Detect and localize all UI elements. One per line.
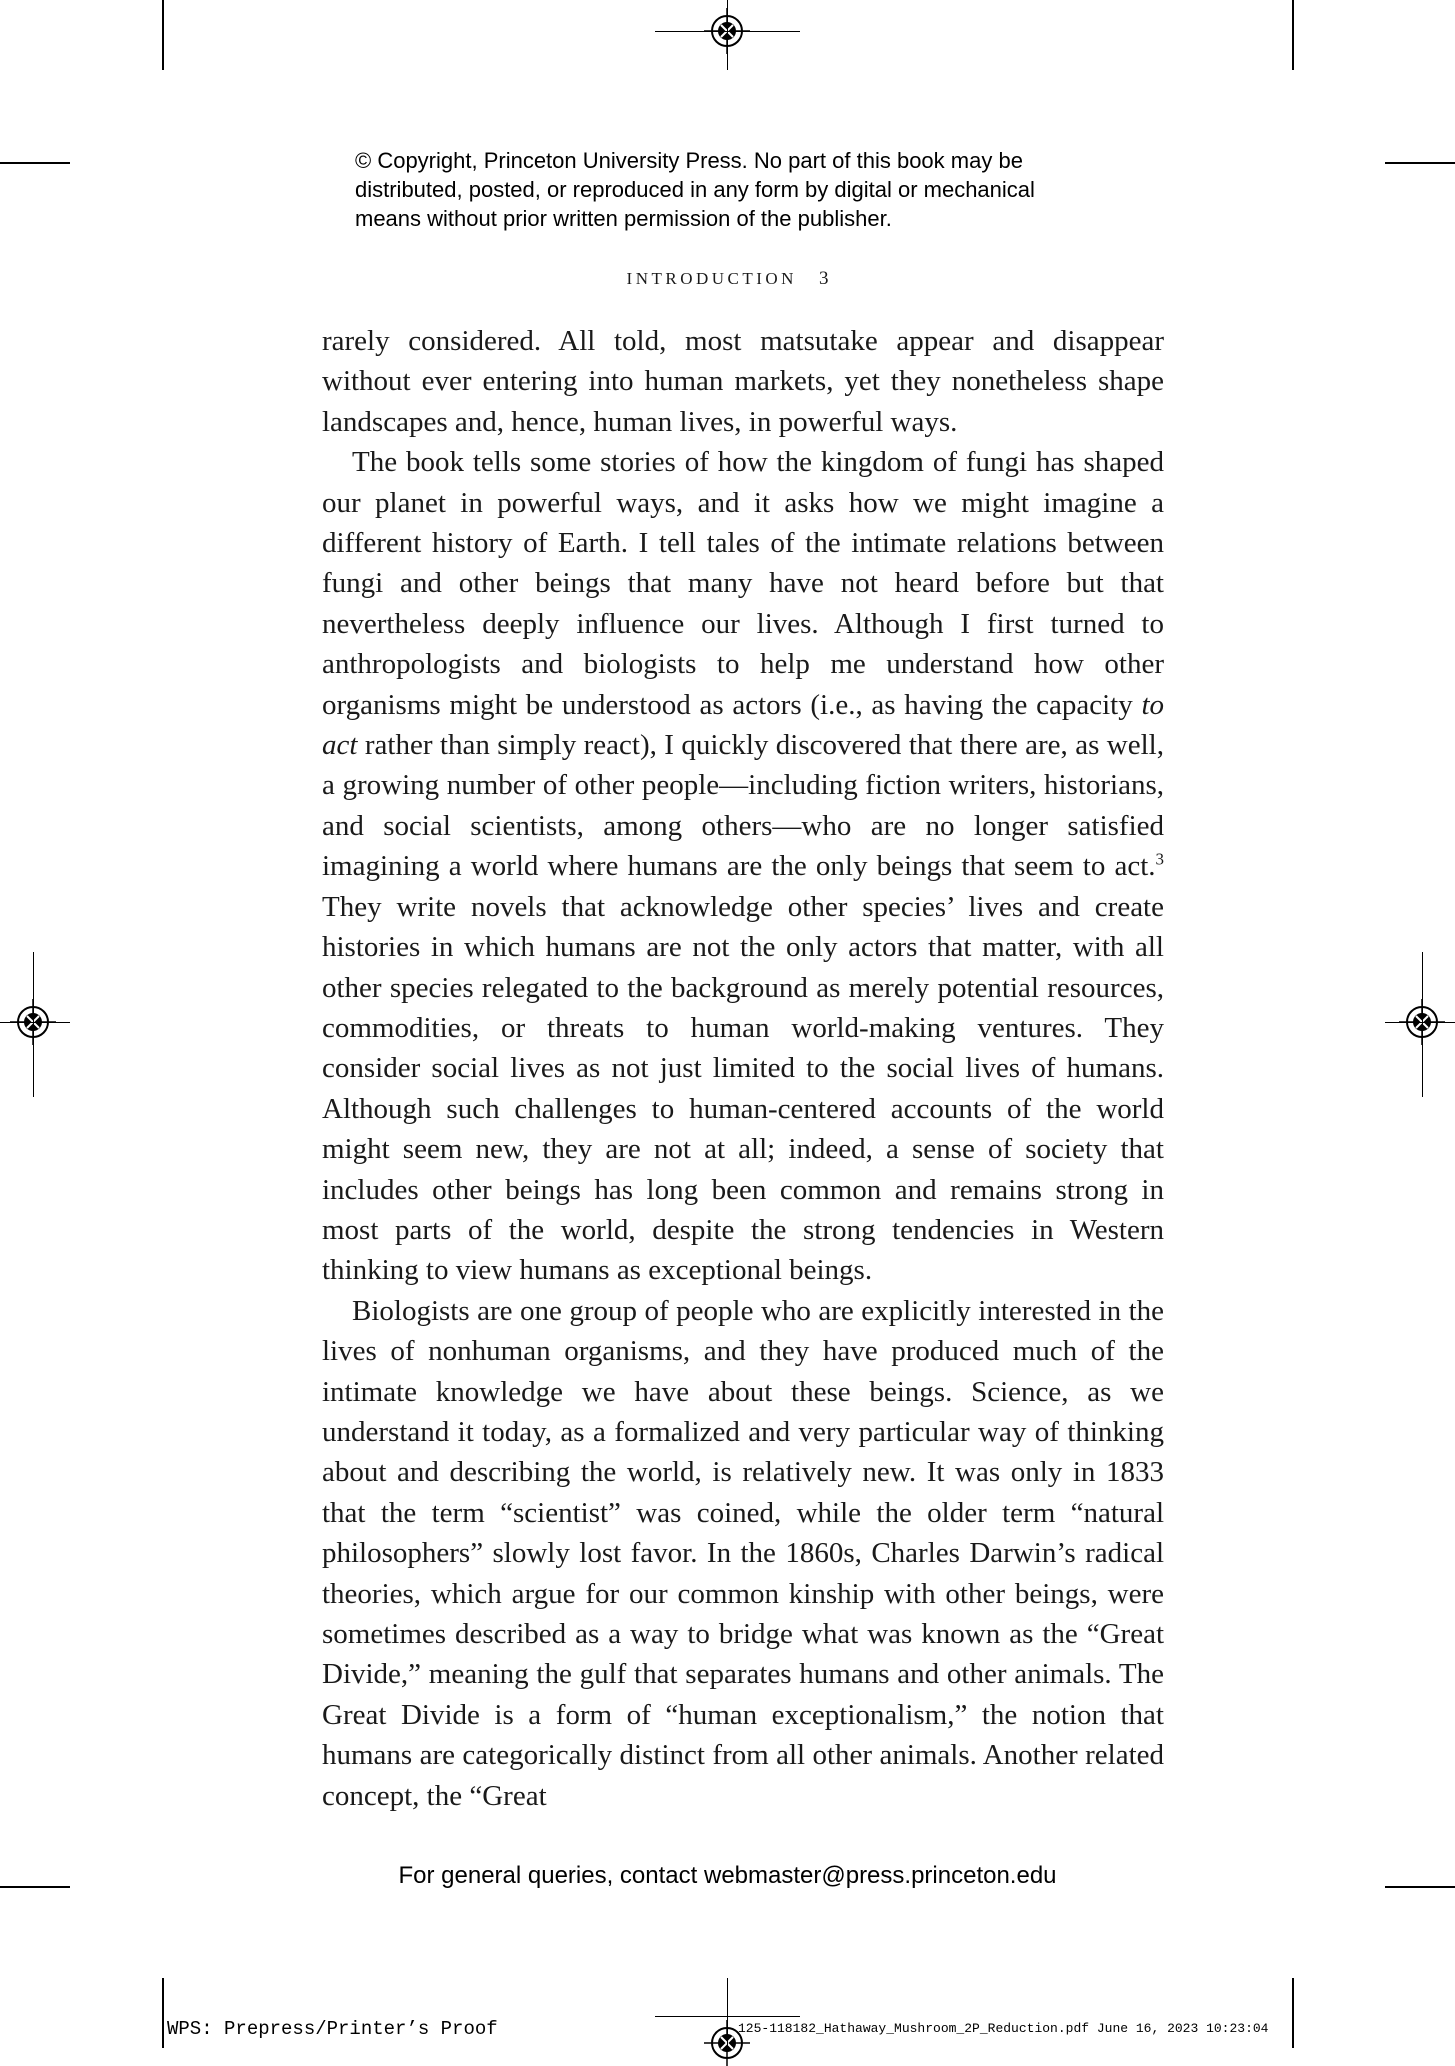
file-info: 125-118182_Hathaway_Mushroom_2P_Reduction.pdf June 16, 2023 10:23:04 — [738, 2021, 1269, 2036]
paragraph-2-part-c: They write novels that acknowledge other species’ lives and create histories in which humans are not the only actors that matter, with all other species relegated to the background as merely potential resources, commodities, or threats to human world-making ventures. They consider social lives as not just limited to the social lives of humans. Although such challenges to human-centered accounts of the world might seem new, they are not at all; indeed, a sense of society that includes other beings has long been common and remains strong in most parts of the world, despite the strong tendencies in Western thinking to view humans as exceptional beings. — [322, 890, 1164, 1287]
paragraph-2 — [322, 442, 1164, 1291]
copyright-notice — [355, 146, 1155, 233]
proof-label: WPS: Prepress/Printer’s Proof — [167, 2018, 498, 2040]
general-queries-note: For general queries, contact webmaster@press.princeton.edu — [398, 1862, 1057, 1889]
copyright-line-2: distributed, posted, or reproduced in any form by digital or mechanical — [355, 177, 1035, 202]
registration-stem-top — [727, 0, 728, 70]
running-head — [0, 268, 1455, 290]
paragraph-1: rarely considered. All told, most matsutake appear and disappear without ever entering into human markets, yet they nonetheless shape landscapes and, hence, human lives, in powerful ways. — [322, 325, 1164, 438]
copyright-line-1: © Copyright, Princeton University Press. No part of this book may be — [355, 148, 1023, 173]
paragraph-2-part-b: rather than simply react), I quickly discovered that there are, as well, a growing number of other people—including fiction writers, historians, and social scientists, among others—who are no longer satisfied imagining a world where humans are the only beings that seem to act. — [322, 729, 1164, 883]
registration-stem-right — [1385, 1022, 1455, 1023]
crop-mark-left-upper — [0, 162, 70, 164]
registration-stem-bottom — [727, 1978, 728, 2048]
registration-stem-left — [0, 1022, 70, 1023]
crop-mark-bottom-left — [162, 1978, 164, 2048]
crop-mark-top-left — [162, 0, 164, 70]
registration-line-right — [1422, 952, 1423, 1097]
body-text — [322, 321, 1164, 1816]
crop-mark-top-right — [1292, 0, 1294, 70]
crop-mark-right-upper — [1385, 162, 1455, 164]
paragraph-2-italic: to act — [322, 688, 1164, 762]
copyright-line-3: means without prior written permission of the publisher. — [355, 206, 892, 231]
running-head-title: INTRODUCTION — [626, 269, 797, 288]
crop-mark-bottom-right — [1292, 1978, 1294, 2048]
footnote-ref-3[interactable]: 3 — [1155, 849, 1164, 869]
paragraph-2-part-a: The book tells some stories of how the kingdom of fungi has shaped our planet in powerful ways, and it asks how we might imagine a different history of Earth. I tell tales of the intimate relations between fungi and other beings that many have not heard before but that nevertheless deeply influence our lives. Although I first turned to anthropologists and biologists to help me understand how other organisms might be understood as actors (i.e., as having the capacity — [322, 446, 1164, 721]
page-number: 3 — [818, 268, 829, 289]
registration-line-left — [33, 952, 34, 1097]
paragraph-3: Biologists are one group of people who are explicitly interested in the lives of nonhuman organisms, and they have produced much of the intimate knowledge we have about these beings. Science, as we understand it today, as a formalized and very particular way of thinking about and describing the world, is relatively new. It was only in 1833 that the term “scientist” was coined, while the older term “natural philosophers” slowly lost favor. In the 1860s, Charles Darwin’s radical theories, which argue for our common kinship with other beings, were sometimes described as a way to bridge what was known as the “Great Divide,” meaning the gulf that separates humans and other animals. The Great Divide is a form of “human exceptionalism,” the notion that humans are categorically distinct from all other animals. Another related concept, the “Great — [322, 1294, 1164, 1812]
